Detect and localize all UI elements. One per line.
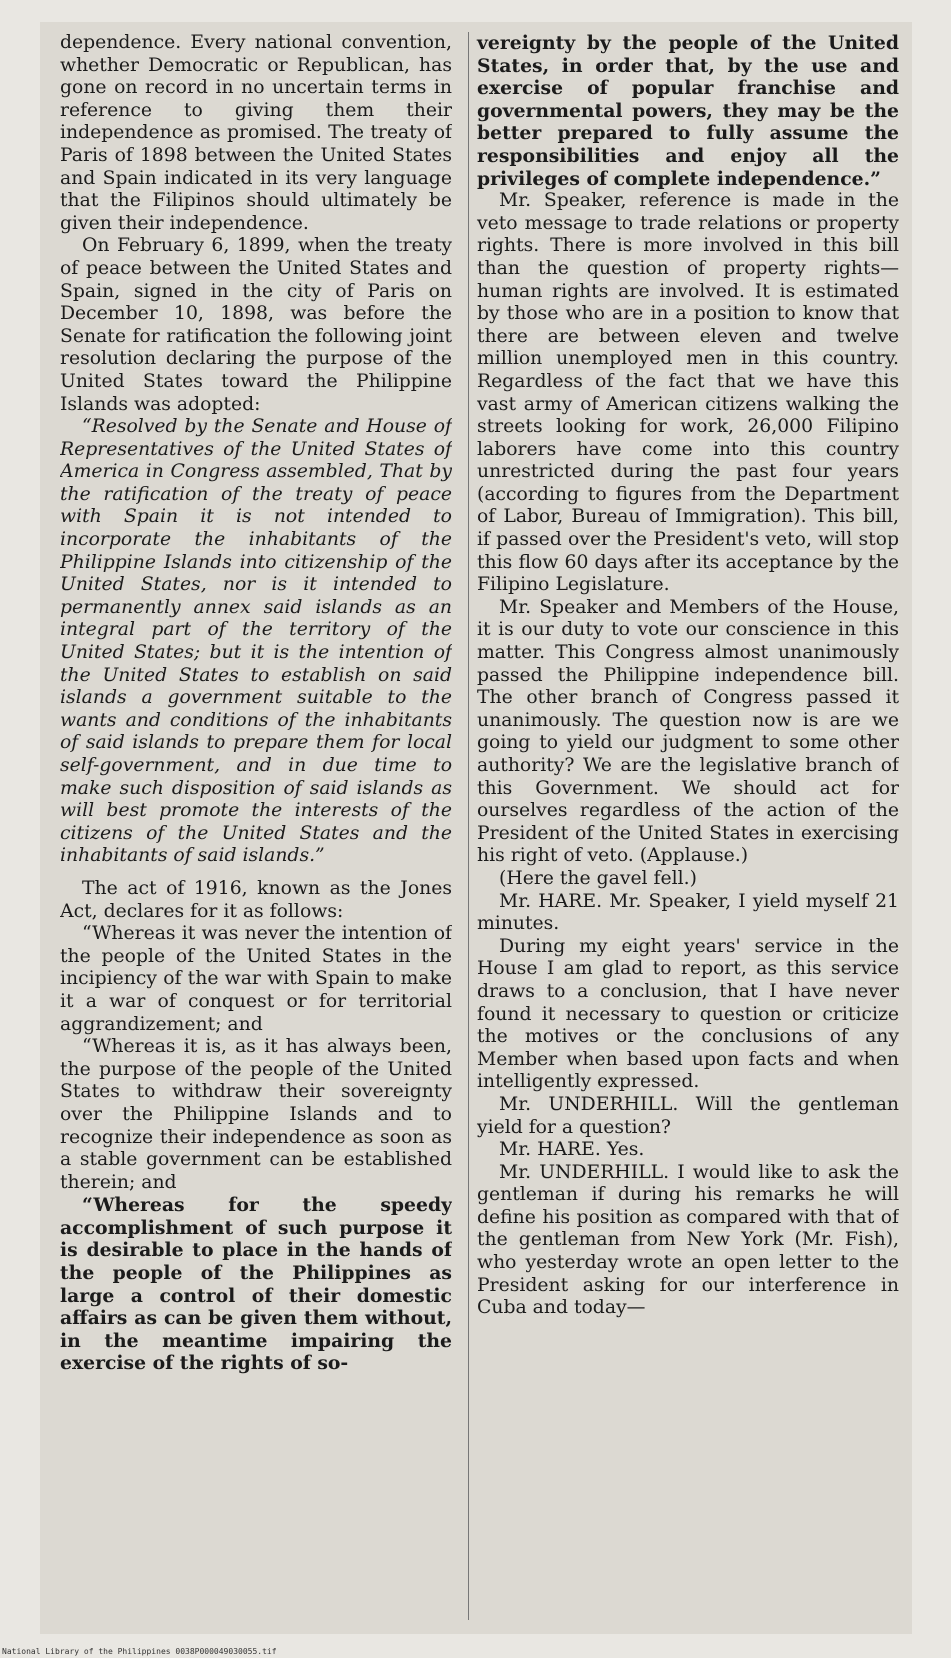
newspaper-page xyxy=(40,22,912,1634)
left-paragraph-jones-act: The act of 1916, known as the Jones Act, declares for it as follows: xyxy=(60,877,452,922)
right-column xyxy=(468,32,899,1620)
left-paragraph-resolution: “Resolved by the Senate and House of Representatives of the United States of America in Congress assembled, That by the ratification of the treaty of peace with Spain it is not intended to incorporate the inhabitants of the Philippine Islands into citizenship of the United States, nor is it intended to permanently annex said islands as an integral part of the territory of the United States; but it is the intention of the United States to establish on said islands a government suitable to the wants and conditions of the inhabitants of said islands to prepare them for local self-government, and in due time to make such disposition of said islands as will best promote the interests of the citizens of the United States and the inhabitants of said islands.” xyxy=(60,416,452,867)
archive-footer: National Library of the Philippines 0038P000049030055.tif xyxy=(2,1647,277,1656)
left-paragraph-1: dependence. Every national convention, whether Democratic or Republican, has gone on record in no uncertain terms in reference to giving them their independence as promised. The treaty of Paris of 1898 between the United States and Spain indicated in its very language that the Filipinos should ultimately be given their independence. xyxy=(60,32,452,234)
left-paragraph-whereas-3: “Whereas for the speedy accomplishment of such purpose it is desirable to place in the hands of the people of the Philippines as large a control of their domestic affairs as can be given them without, in the meantime impairing the exercise of the rights of so- xyxy=(60,1194,452,1375)
right-paragraph-service: During my eight years' service in the House I am glad to report, as this service draws to a conclusion, that I have never found it necessary to question or criticize the motives or the conclusions of any Member when based upon facts and when intelligently expressed. xyxy=(477,935,899,1093)
right-paragraph-gavel: (Here the gavel fell.) xyxy=(499,867,697,889)
right-paragraph-underhill-2: Mr. UNDERHILL. I would like to ask the gentleman if during his remarks he will define his position as compared with that of the gentleman from New York (Mr. Fish), who yesterday wrote an open letter to the President asking for our interference in Cuba and today— xyxy=(477,1161,899,1319)
left-paragraph-2: On February 6, 1899, when the treaty of peace between the United States and Spain, signed in the city of Paris on December 10, 1898, was before the Senate for ratification the following joint resolution declaring the purpose of the United States toward the Philippine Islands was adopted: xyxy=(60,235,452,415)
left-paragraph-whereas-1: “Whereas it was never the intention of the people of the United States in the incipiency of the war with Spain to make it a war of conquest or for territorial aggrandizement; and xyxy=(60,923,452,1035)
right-paragraph-3: Mr. Speaker and Members of the House, it is our duty to vote our conscience in this matter. This Congress almost unanimously passed the Philippine independence bill. The other branch of Congress passed it unanimously. The question now is are we going to yield our judgment to some other authority? We are the legislative branch of this Government. We should act for ourselves regardless of the action of the President of the United States in exercising his right of veto. (Applause.) xyxy=(477,596,899,867)
right-paragraph-hare-yield: Mr. HARE. Mr. Speaker, I yield myself 21 minutes. xyxy=(477,890,899,935)
left-column xyxy=(60,32,452,1620)
left-paragraph-whereas-2: “Whereas it is, as it has always been, the purpose of the people of the United States to withdraw their sovereignty over the Philippine Islands and to recognize their independence as soon as a stable government can be established therein; and xyxy=(60,1036,452,1193)
right-paragraph-1: vereignty by the people of the United States, in order that, by the use and exercise of popular franchise and governmental powers, they may be the better prepared to fully assume the responsibilities and enjoy all the privileges of complete independence.” xyxy=(477,32,899,190)
right-paragraph-hare-yes: Mr. HARE. Yes. xyxy=(499,1139,645,1161)
right-paragraph-2: Mr. Speaker, reference is made in the veto message to trade relations or property rights. There is more involved in this bill than the question of property rights—human rights are involved. It is estimated by those who are in a position to know that there are between eleven and twelve million unemployed men in this country. Regardless of the fact that we have this vast army of American citizens walking the streets looking for work, 26,000 Filipino laborers have come into this country unrestricted during the past four years (according to figures from the Department of Labor, Bureau of Immigration). This bill, if passed over the President's veto, will stop this flow 60 days after its acceptance by the Filipino Legislature. xyxy=(477,190,899,596)
right-paragraph-underhill-1: Mr. UNDERHILL. Will the gentleman yield for a question? xyxy=(477,1093,899,1138)
